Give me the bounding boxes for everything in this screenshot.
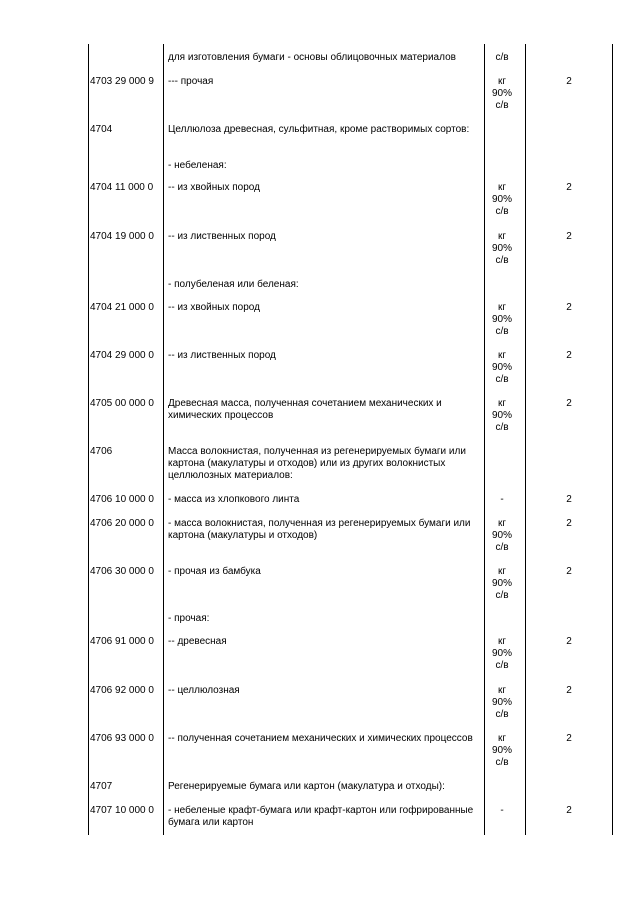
duty-rate: 2 — [566, 231, 572, 242]
unit-line: - — [500, 805, 504, 816]
commodity-code: 4706 30 000 0 — [90, 566, 154, 577]
duty-rate: 2 — [566, 636, 572, 647]
unit-of-measure — [484, 805, 520, 817]
commodity-code: 4704 11 000 0 — [90, 182, 154, 193]
table-border-right — [612, 44, 613, 835]
unit-of-measure — [484, 350, 520, 386]
unit-line: с/в — [495, 709, 509, 720]
commodity-description: -- полученная сочетанием механических и химических процессов — [168, 733, 473, 744]
unit-line: кг — [497, 398, 507, 409]
table-divider-code — [163, 44, 164, 835]
unit-line: с/в — [495, 590, 509, 601]
duty-rate: 2 — [566, 566, 572, 577]
commodity-description: -- из хвойных пород — [168, 182, 260, 193]
unit-line: 90% — [491, 410, 512, 421]
commodity-code: 4704 21 000 0 — [90, 302, 154, 313]
commodity-code: 4706 — [90, 446, 113, 457]
commodity-description: - небеленые крафт-бумага или крафт-картон или гофрированные бумага или картон — [168, 805, 474, 828]
commodity-code: 4706 93 000 0 — [90, 733, 154, 744]
commodity-code: 4707 — [90, 781, 113, 792]
unit-of-measure — [484, 518, 520, 554]
unit-line: 90% — [491, 243, 512, 254]
unit-line: с/в — [495, 374, 509, 385]
commodity-code: 4704 29 000 0 — [90, 350, 154, 361]
unit-line: 90% — [491, 648, 512, 659]
commodity-code: 4704 19 000 0 — [90, 231, 154, 242]
duty-rate: 2 — [566, 733, 572, 744]
unit-of-measure — [484, 231, 520, 267]
unit-line: кг — [497, 685, 507, 696]
unit-of-measure — [484, 182, 520, 218]
duty-rate: 2 — [566, 518, 572, 529]
unit-line: 90% — [491, 578, 512, 589]
commodity-code: 4706 20 000 0 — [90, 518, 154, 529]
commodity-description: - полубеленая или беленая: — [168, 279, 299, 290]
unit-line: 90% — [491, 530, 512, 541]
commodity-description: -- из лиственных пород — [168, 231, 276, 242]
commodity-description: Древесная масса, полученная сочетанием механических и химических процессов — [168, 398, 442, 421]
commodity-description: Целлюлоза древесная, сульфитная, кроме растворимых сортов: — [168, 124, 470, 135]
duty-rate: 2 — [566, 302, 572, 313]
commodity-description: Масса волокнистая, полученная из регенерируемых бумаги или картона (макулатуры и отходов) или из других волокнистых целлюлозных материалов: — [168, 446, 466, 481]
commodity-description: для изготовления бумаги - основы облицовочных материалов — [168, 52, 456, 63]
duty-rate: 2 — [566, 76, 572, 87]
unit-line: с/в — [495, 100, 509, 111]
unit-line: 90% — [491, 314, 512, 325]
duty-rate: 2 — [566, 182, 572, 193]
unit-line: 90% — [491, 88, 512, 99]
unit-line: с/в — [495, 422, 509, 433]
table-border-left — [88, 44, 89, 835]
unit-line: 90% — [491, 745, 512, 756]
unit-line: кг — [497, 302, 507, 313]
commodity-description: -- из хвойных пород — [168, 302, 260, 313]
unit-line: с/в — [495, 326, 509, 337]
duty-rate: 2 — [566, 350, 572, 361]
unit-line: кг — [497, 636, 507, 647]
commodity-code: 4707 10 000 0 — [90, 805, 154, 816]
duty-rate: 2 — [566, 494, 572, 505]
commodity-code: 4706 92 000 0 — [90, 685, 154, 696]
unit-line: с/в — [495, 660, 509, 671]
commodity-description: - прочая из бамбука — [168, 566, 261, 577]
unit-line: 90% — [491, 697, 512, 708]
commodity-code: 4706 91 000 0 — [90, 636, 154, 647]
unit-line: кг — [497, 76, 507, 87]
unit-line: кг — [497, 518, 507, 529]
commodity-description: Регенерируемые бумага или картон (макулатура и отходы): — [168, 781, 445, 792]
table-divider-unit — [525, 44, 526, 835]
commodity-code: 4706 10 000 0 — [90, 494, 154, 505]
duty-rate: 2 — [566, 398, 572, 409]
unit-line: - — [500, 494, 504, 505]
unit-line: кг — [497, 733, 507, 744]
unit-line: с/в — [495, 542, 509, 553]
unit-of-measure — [484, 636, 520, 672]
duty-rate: 2 — [566, 685, 572, 696]
unit-of-measure — [484, 76, 520, 112]
unit-of-measure — [484, 398, 520, 434]
unit-line: кг — [497, 566, 507, 577]
commodity-description: --- прочая — [168, 76, 214, 87]
unit-line: кг — [497, 182, 507, 193]
unit-line: 90% — [491, 194, 512, 205]
commodity-code: 4703 29 000 9 — [90, 76, 154, 87]
commodity-description: -- из лиственных пород — [168, 350, 276, 361]
commodity-description: -- древесная — [168, 636, 227, 647]
commodity-code: 4705 00 000 0 — [90, 398, 154, 409]
unit-line: кг — [497, 231, 507, 242]
commodity-description: -- целлюлозная — [168, 685, 240, 696]
unit-of-measure — [484, 302, 520, 338]
unit-of-measure — [484, 494, 520, 506]
unit-of-measure — [484, 52, 520, 64]
unit-of-measure — [484, 733, 520, 769]
unit-line: кг — [497, 350, 507, 361]
commodity-description: - небеленая: — [168, 160, 227, 171]
commodity-code: 4704 — [90, 124, 113, 135]
unit-line: с/в — [495, 255, 509, 266]
unit-line: с/в — [495, 757, 509, 768]
unit-line: с/в — [495, 52, 509, 63]
unit-of-measure — [484, 566, 520, 602]
duty-rate: 2 — [566, 805, 572, 816]
unit-of-measure — [484, 685, 520, 721]
commodity-description: - масса из хлопкового линта — [168, 494, 300, 505]
unit-line: 90% — [491, 362, 512, 373]
commodity-description: - прочая: — [168, 613, 210, 624]
unit-line: с/в — [495, 206, 509, 217]
commodity-description: - масса волокнистая, полученная из регенерируемых бумаги или картона (макулатуры и отходов) — [168, 518, 471, 541]
